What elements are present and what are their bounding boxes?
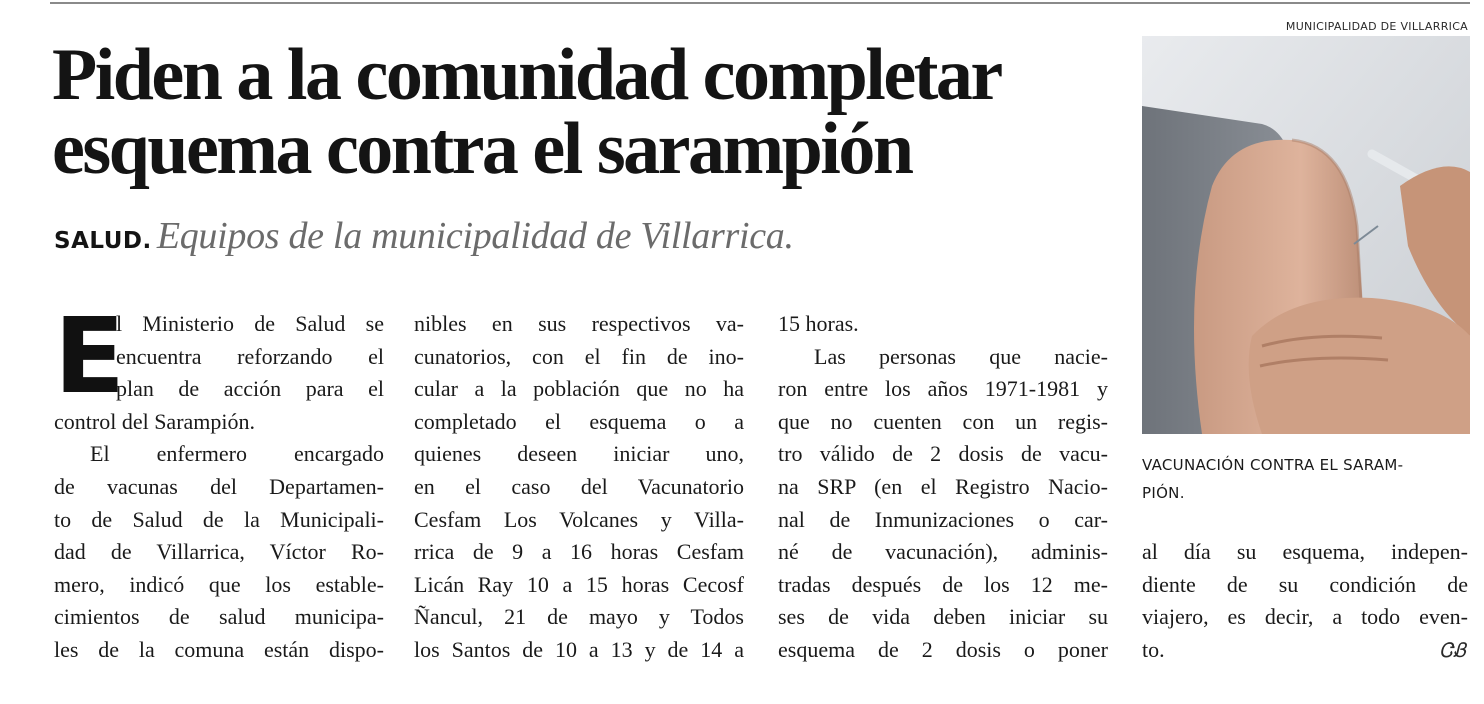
body-column-4 (1142, 536, 1468, 666)
body-line: Licán Ray 10 a 15 horas Cecosf (414, 571, 744, 597)
body-line: plan de acción para el (116, 376, 384, 402)
body-line: tro válido de 2 dosis de vacu- (778, 441, 1108, 467)
body-line: cular a la población que no ha (414, 376, 744, 402)
body-line: Cesfam Los Volcanes y Villa- (414, 506, 744, 532)
dropcap: E (54, 295, 126, 417)
body-line: control del Sarampión. (54, 408, 256, 434)
body-column-2 (414, 308, 744, 667)
body-line: mero, indicó que los estable- (54, 571, 384, 597)
body-line: cunatorios, con el fin de ino- (414, 343, 744, 369)
headline-line-2: esquema contra el sarampión (52, 108, 912, 190)
subhead (54, 214, 794, 258)
body-line: cimientos de salud municipa- (54, 604, 384, 630)
caption-line-1: VACUNACIÓN CONTRA EL SARAM- (1142, 456, 1404, 474)
body-line: al día su esquema, indepen- (1142, 539, 1468, 564)
body-line: de vacunas del Departamen- (54, 473, 384, 499)
deck: Equipos de la municipalidad de Villarrica. (156, 215, 794, 257)
body-line: ses de vida deben iniciar su (778, 604, 1108, 630)
vaccination-photo (1142, 36, 1470, 434)
body-line: Ñancul, 21 de mayo y Todos (414, 604, 744, 630)
top-rule (50, 2, 1470, 4)
caption-line-2: PIÓN. (1142, 484, 1185, 502)
body-line: los Santos de 10 a 13 y de 14 a (414, 636, 744, 662)
body-line: ron entre los años 1971-1981 y (778, 376, 1108, 402)
body-line: rrica de 9 a 16 horas Cesfam (414, 539, 744, 565)
body-line: né de vacunación), adminis- (778, 539, 1108, 565)
body-column-1 (54, 295, 384, 667)
body-line: completado el esquema o a (414, 408, 744, 434)
body-line: to. (1142, 636, 1165, 662)
headline (52, 34, 1122, 190)
body-column-3 (778, 308, 1108, 667)
body-line: na SRP (en el Registro Nacio- (778, 473, 1108, 499)
body-line: viajero, es decir, a todo even- (1142, 604, 1468, 630)
body-line: nibles en sus respectivos va- (414, 311, 744, 336)
section-kicker: SALUD. (54, 228, 152, 254)
body-line: l Ministerio de Salud se (116, 311, 384, 336)
body-line: El enfermero encargado (90, 441, 384, 467)
body-line: tradas después de los 12 me- (778, 571, 1108, 597)
body-line: quienes deseen iniciar uno, (414, 441, 744, 467)
author-signoff: ᏣᏰ (1439, 640, 1466, 662)
vaccination-photo-illustration (1142, 36, 1470, 434)
body-line: Las personas que nacie- (814, 343, 1108, 369)
photo-caption (1142, 451, 1468, 507)
body-line: les de la comuna están dispo- (54, 636, 384, 662)
body-line: nal de Inmunizaciones o car- (778, 506, 1108, 532)
body-line: 15 horas. (778, 311, 859, 336)
headline-line-1: Piden a la comunidad completar (52, 34, 1001, 116)
body-line: encuentra reforzando el (116, 343, 384, 369)
body-line: to de Salud de la Municipali- (54, 506, 384, 532)
body-line: diente de su condición de (1142, 571, 1468, 597)
body-line: dad de Villarrica, Víctor Ro- (54, 539, 384, 565)
body-line: esquema de 2 dosis o poner (778, 636, 1108, 662)
body-line: en el caso del Vacunatorio (414, 473, 744, 499)
photo-credit: MUNICIPALIDAD DE VILLARRICA (1285, 20, 1468, 33)
body-line: que no cuenten con un regis- (778, 408, 1108, 434)
